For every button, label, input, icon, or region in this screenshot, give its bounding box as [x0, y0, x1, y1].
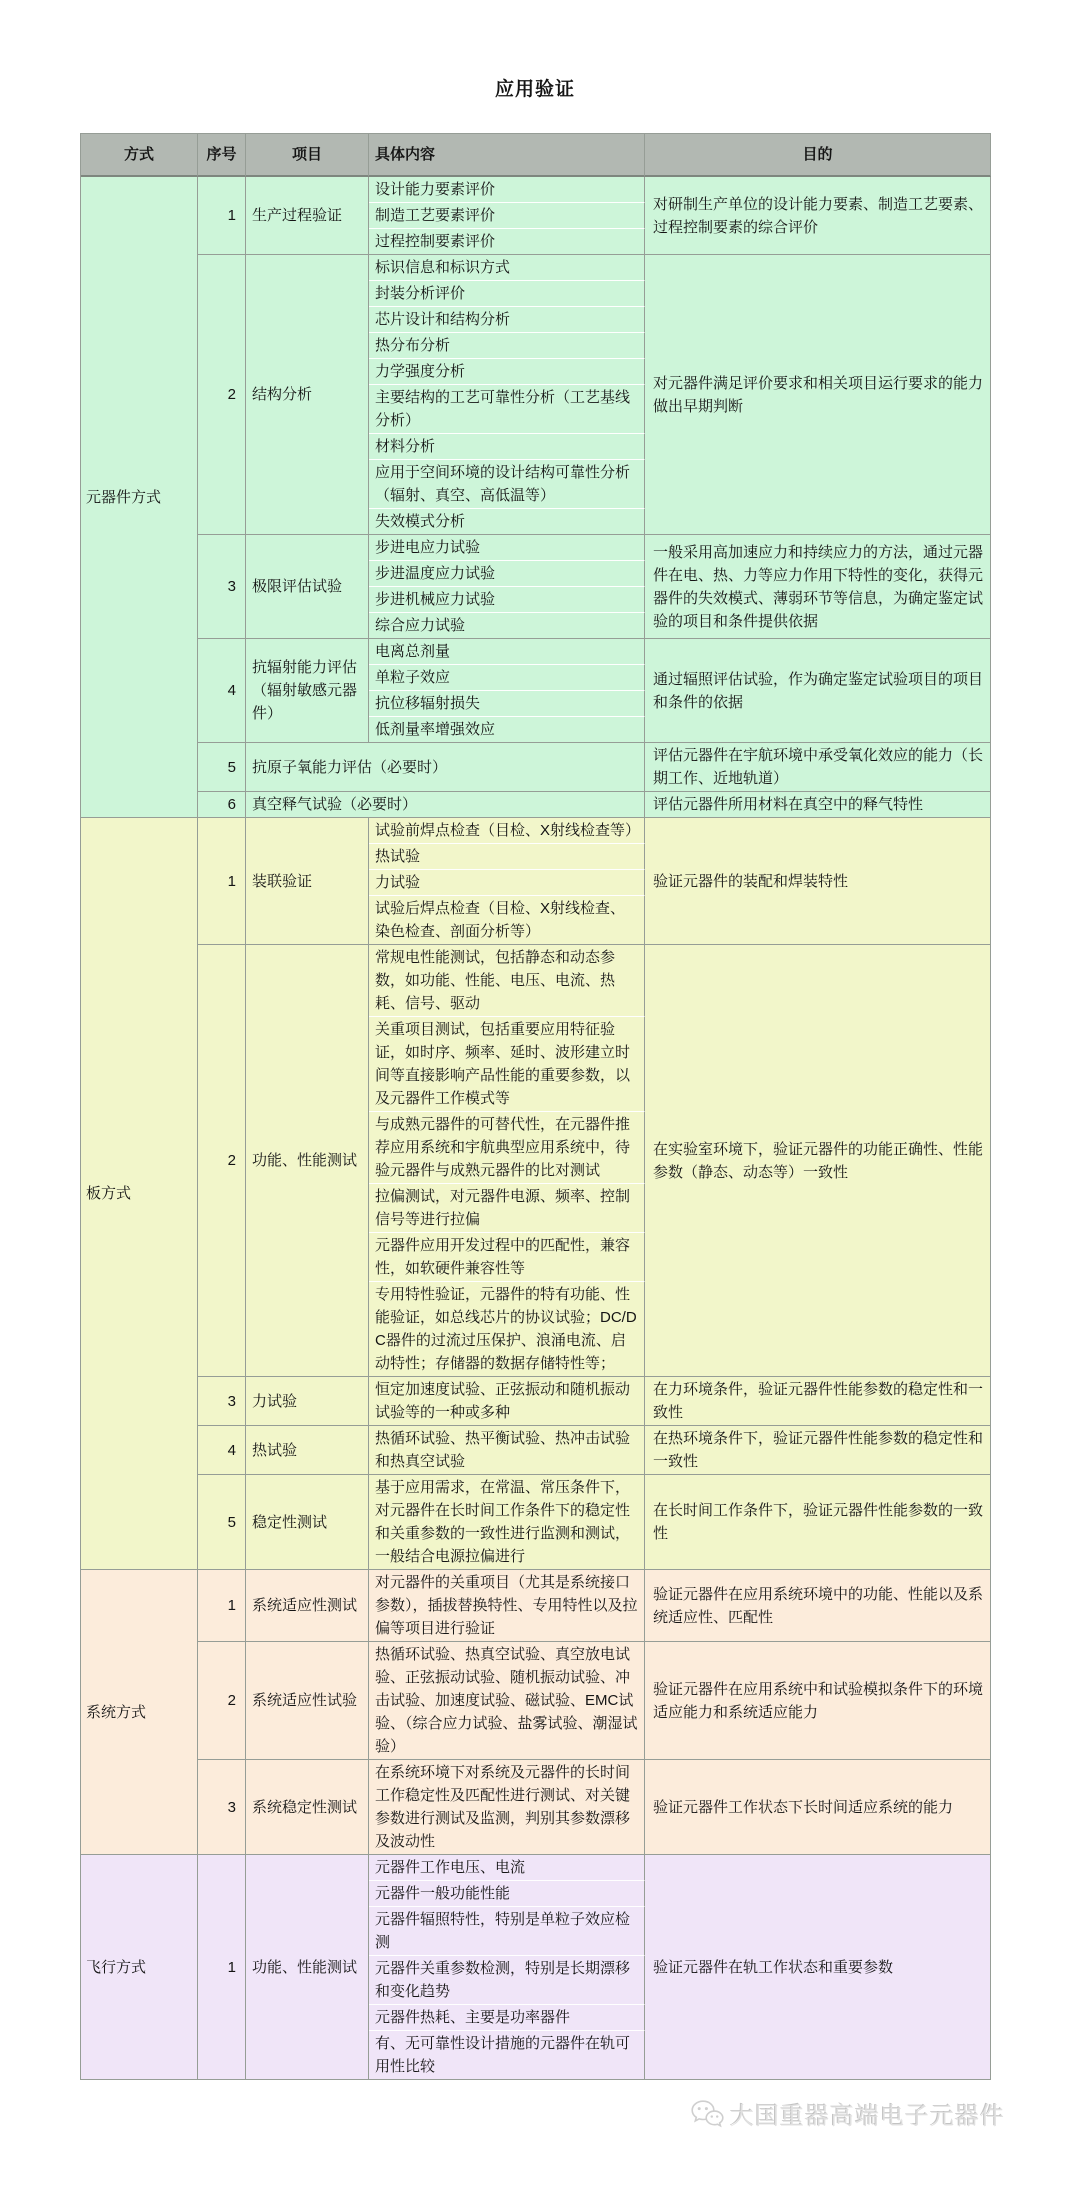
purpose-cell: 验证元器件的装配和焊装特性 [645, 818, 991, 945]
project-cell: 稳定性测试 [246, 1475, 369, 1570]
content-item-cell: 步进电应力试验 [369, 535, 645, 561]
row-number-cell: 5 [198, 743, 246, 792]
content-item-cell: 步进温度应力试验 [369, 561, 645, 587]
content-item-cell: 芯片设计和结构分析 [369, 307, 645, 333]
content-item-cell: 电离总剂量 [369, 639, 645, 665]
table-row [81, 639, 991, 665]
table-row [81, 1475, 991, 1570]
project-cell: 系统稳定性测试 [246, 1760, 369, 1855]
purpose-cell: 验证元器件工作状态下长时间适应系统的能力 [645, 1760, 991, 1855]
page-title: 应用验证 [494, 79, 575, 100]
content-item-cell: 综合应力试验 [369, 613, 645, 639]
project-cell: 生产过程验证 [246, 177, 369, 255]
content-item-cell: 元器件关重参数检测，特别是长期漂移和变化趋势 [369, 1956, 645, 2005]
table-body [81, 177, 991, 2080]
content-item-cell: 试验后焊点检查（目检、X射线检查、染色检查、剖面分析等） [369, 896, 645, 945]
content-item-cell: 过程控制要素评价 [369, 229, 645, 255]
table-row [81, 792, 991, 818]
column-header-content: 具体内容 [369, 134, 645, 177]
project-cell: 抗原子氧能力评估（必要时） [246, 743, 645, 792]
project-cell: 真空释气试验（必要时） [246, 792, 645, 818]
project-cell: 结构分析 [246, 255, 369, 535]
table-row [81, 535, 991, 561]
purpose-cell: 在实验室环境下，验证元器件的功能正确性、性能参数（静态、动态等）一致性 [645, 945, 991, 1377]
wechat-icon [690, 2099, 724, 2129]
row-number-cell: 2 [198, 1642, 246, 1760]
table-row [81, 1855, 991, 1881]
column-header-method: 方式 [81, 134, 198, 177]
purpose-cell: 对研制生产单位的设计能力要素、制造工艺要素、过程控制要素的综合评价 [645, 177, 991, 255]
row-number-cell: 4 [198, 639, 246, 743]
project-cell: 极限评估试验 [246, 535, 369, 639]
table-row [81, 743, 991, 792]
table-row [81, 945, 991, 1017]
purpose-cell: 评估元器件在宇航环境中承受氧化效应的能力（长期工作、近地轨道） [645, 743, 991, 792]
content-item-cell: 常规电性能测试，包括静态和动态参数，如功能、性能、电压、电流、热耗、信号、驱动 [369, 945, 645, 1017]
content-item-cell: 应用于空间环境的设计结构可靠性分析（辐射、真空、高低温等） [369, 460, 645, 509]
row-number-cell: 1 [198, 1570, 246, 1642]
content-item-cell: 热分布分析 [369, 333, 645, 359]
project-cell: 系统适应性测试 [246, 1570, 369, 1642]
content-item-cell: 对元器件的关重项目（尤其是系统接口参数），插拔替换特性、专用特性以及拉偏等项目进行验证 [369, 1570, 645, 1642]
content-item-cell: 失效模式分析 [369, 509, 645, 535]
content-item-cell: 力学强度分析 [369, 359, 645, 385]
purpose-cell: 在力环境条件，验证元器件性能参数的稳定性和一致性 [645, 1377, 991, 1426]
content-item-cell: 力试验 [369, 870, 645, 896]
purpose-cell: 在热环境条件下，验证元器件性能参数的稳定性和一致性 [645, 1426, 991, 1475]
content-item-cell: 热循环试验、热平衡试验、热冲击试验和热真空试验 [369, 1426, 645, 1475]
column-header-number: 序号 [198, 134, 246, 177]
content-item-cell: 主要结构的工艺可靠性分析（工艺基线分析） [369, 385, 645, 434]
purpose-cell: 一般采用高加速应力和持续应力的方法，通过元器件在电、热、力等应力作用下特性的变化，获得元器件的失效模式、薄弱环节等信息，为确定鉴定试验的项目和条件提供依据 [645, 535, 991, 639]
content-item-cell: 有、无可靠性设计措施的元器件在轨可用性比较 [369, 2031, 645, 2080]
table-row [81, 1570, 991, 1642]
row-number-cell: 3 [198, 1377, 246, 1426]
purpose-cell: 对元器件满足评价要求和相关项目运行要求的能力做出早期判断 [645, 255, 991, 535]
row-number-cell: 5 [198, 1475, 246, 1570]
content-item-cell: 元器件工作电压、电流 [369, 1855, 645, 1881]
project-cell: 力试验 [246, 1377, 369, 1426]
project-cell: 抗辐射能力评估（辐射敏感元器件） [246, 639, 369, 743]
application-verification-table [80, 133, 991, 2080]
purpose-cell: 在长时间工作条件下，验证元器件性能参数的一致性 [645, 1475, 991, 1570]
content-item-cell: 步进机械应力试验 [369, 587, 645, 613]
content-item-cell: 元器件热耗、主要是功率器件 [369, 2005, 645, 2031]
table-row [81, 818, 991, 844]
purpose-cell: 通过辐照评估试验，作为确定鉴定试验项目的项目和条件的依据 [645, 639, 991, 743]
purpose-cell: 验证元器件在应用系统中和试验模拟条件下的环境适应能力和系统适应能力 [645, 1642, 991, 1760]
content-item-cell: 单粒子效应 [369, 665, 645, 691]
content-item-cell: 元器件应用开发过程中的匹配性，兼容性，如软硬件兼容性等 [369, 1233, 645, 1282]
project-cell: 功能、性能测试 [246, 945, 369, 1377]
content-item-cell: 元器件一般功能性能 [369, 1881, 645, 1907]
table-row [81, 1426, 991, 1475]
content-item-cell: 基于应用需求，在常温、常压条件下，对元器件在长时间工作条件下的稳定性和关重参数的一致性进行监测和测试，一般结合电源拉偏进行 [369, 1475, 645, 1570]
method-cell: 元器件方式 [81, 177, 198, 818]
content-item-cell: 热试验 [369, 844, 645, 870]
project-cell: 系统适应性试验 [246, 1642, 369, 1760]
table-row [81, 1760, 991, 1855]
content-item-cell: 关重项目测试，包括重要应用特征验证，如时序、频率、延时、波形建立时间等直接影响产品性能的重要参数，以及元器件工作模式等 [369, 1017, 645, 1112]
content-item-cell: 制造工艺要素评价 [369, 203, 645, 229]
method-cell: 飞行方式 [81, 1855, 198, 2080]
table-row [81, 255, 991, 281]
purpose-cell: 验证元器件在应用系统环境中的功能、性能以及系统适应性、匹配性 [645, 1570, 991, 1642]
column-header-purpose: 目的 [645, 134, 991, 177]
content-item-cell: 抗位移辐射损失 [369, 691, 645, 717]
row-number-cell: 1 [198, 177, 246, 255]
purpose-cell: 验证元器件在轨工作状态和重要参数 [645, 1855, 991, 2080]
row-number-cell: 2 [198, 255, 246, 535]
project-cell: 装联验证 [246, 818, 369, 945]
content-item-cell: 设计能力要素评价 [369, 177, 645, 203]
content-item-cell: 专用特性验证，元器件的特有功能、性能验证，如总线芯片的协议试验；DC/DC器件的过流过压保护、浪涌电流、启动特性；存储器的数据存储特性等； [369, 1282, 645, 1377]
content-item-cell: 封装分析评价 [369, 281, 645, 307]
content-item-cell: 材料分析 [369, 434, 645, 460]
row-number-cell: 3 [198, 535, 246, 639]
table-row [81, 1642, 991, 1760]
content-item-cell: 标识信息和标识方式 [369, 255, 645, 281]
content-item-cell: 与成熟元器件的可替代性，在元器件推荐应用系统和宇航典型应用系统中，待验元器件与成熟元器件的比对测试 [369, 1112, 645, 1184]
project-cell: 功能、性能测试 [246, 1855, 369, 2080]
content-item-cell: 恒定加速度试验、正弦振动和随机振动试验等的一种或多种 [369, 1377, 645, 1426]
footer-watermark [80, 2096, 1005, 2131]
content-item-cell: 热循环试验、热真空试验、真空放电试验、正弦振动试验、随机振动试验、冲击试验、加速度试验、磁试验、EMC试验、（综合应力试验、盐雾试验、潮湿试验） [369, 1642, 645, 1760]
row-number-cell: 1 [198, 1855, 246, 2080]
content-item-cell: 拉偏测试，对元器件电源、频率、控制信号等进行拉偏 [369, 1184, 645, 1233]
row-number-cell: 3 [198, 1760, 246, 1855]
content-item-cell: 低剂量率增强效应 [369, 717, 645, 743]
project-cell: 热试验 [246, 1426, 369, 1475]
method-cell: 系统方式 [81, 1570, 198, 1855]
content-item-cell: 在系统环境下对系统及元器件的长时间工作稳定性及匹配性进行测试、对关键参数进行测试及监测，判别其参数漂移及波动性 [369, 1760, 645, 1855]
column-header-project: 项目 [246, 134, 369, 177]
row-number-cell: 2 [198, 945, 246, 1377]
method-cell: 板方式 [81, 818, 198, 1570]
content-item-cell: 试验前焊点检查（目检、X射线检查等） [369, 818, 645, 844]
table-row [81, 1377, 991, 1426]
row-number-cell: 1 [198, 818, 246, 945]
table-header [81, 134, 991, 177]
row-number-cell: 4 [198, 1426, 246, 1475]
content-item-cell: 元器件辐照特性，特别是单粒子效应检测 [369, 1907, 645, 1956]
purpose-cell: 评估元器件所用材料在真空中的释气特性 [645, 792, 991, 818]
row-number-cell: 6 [198, 792, 246, 818]
table-row [81, 177, 991, 203]
footer-text: 大国重器高端电子元器件 [730, 2103, 1005, 2130]
